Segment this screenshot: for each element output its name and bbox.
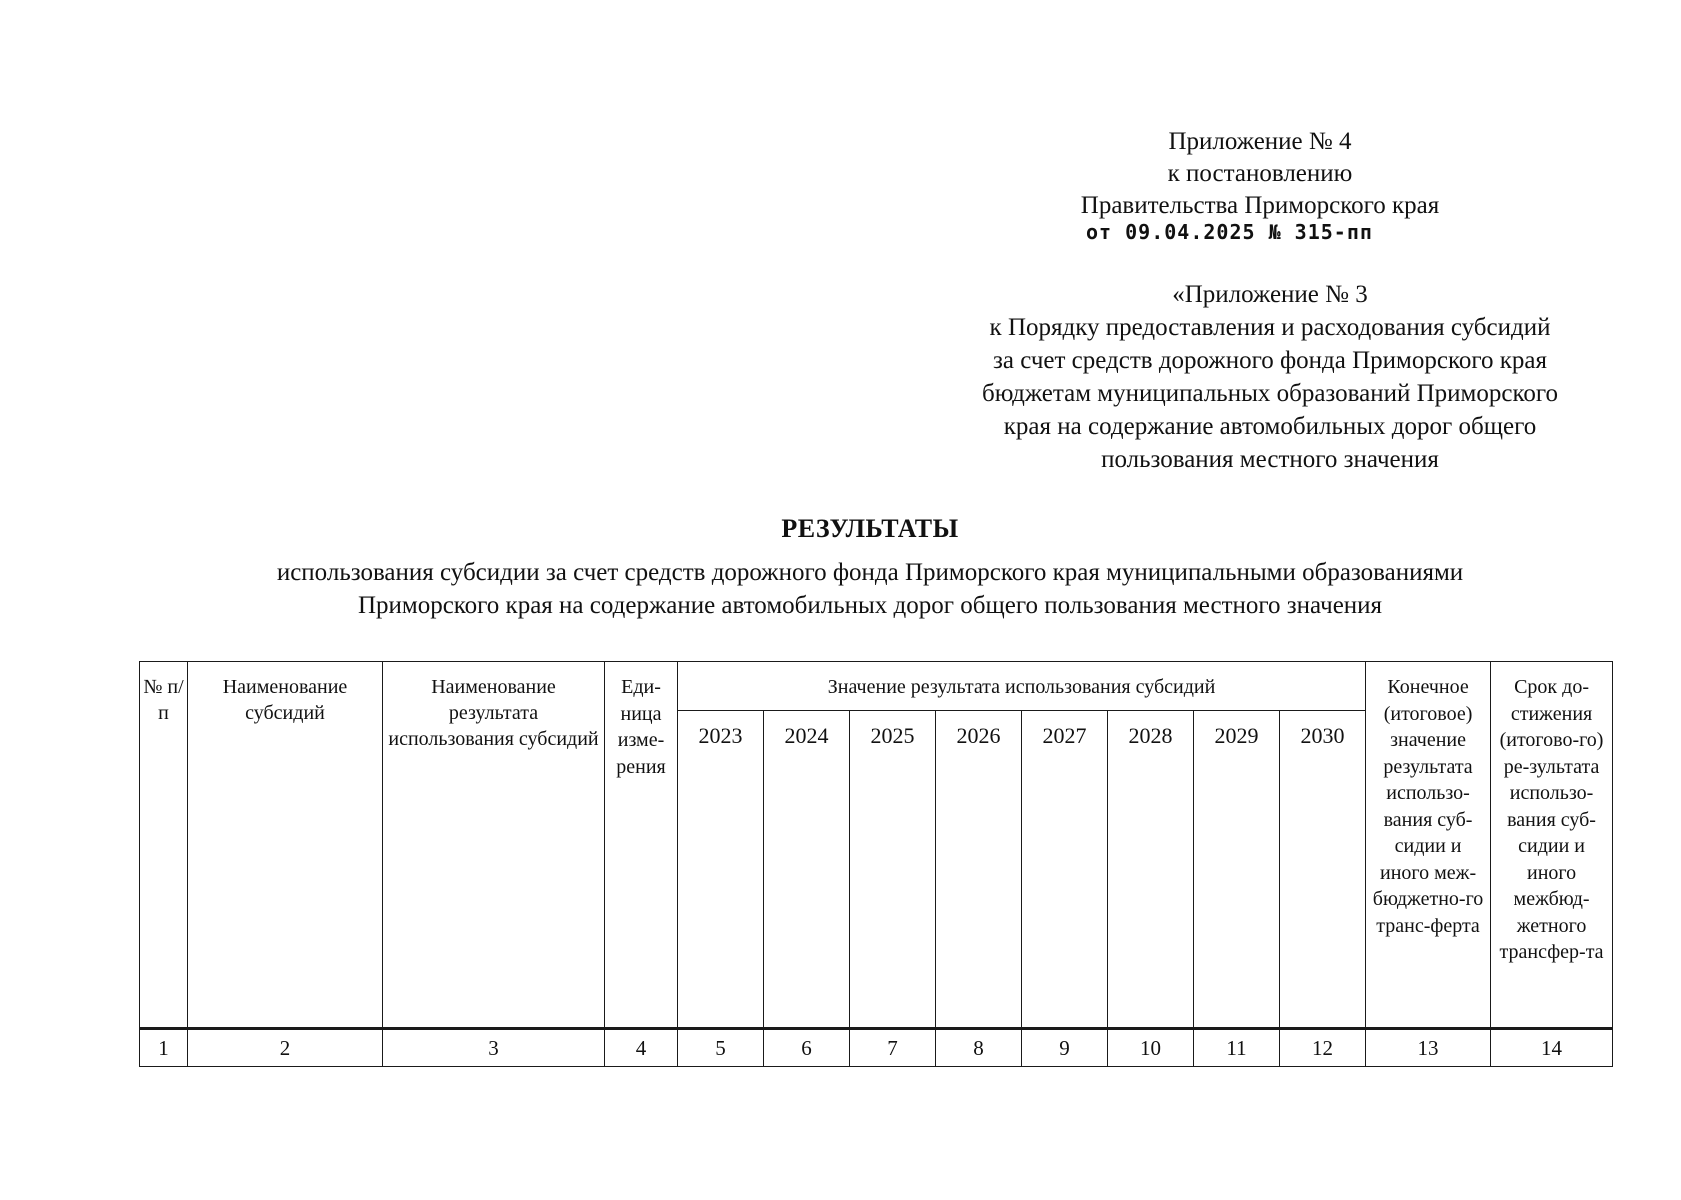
subtitle-line: Приморского края на содержание автомобильных дорог общего пользования местного значения (357, 592, 1383, 619)
document-title: РЕЗУЛЬТАТЫ (781, 514, 959, 543)
column-number: 9 (1022, 1029, 1108, 1067)
header-num: № п/п (140, 662, 188, 1029)
appendix3-line: бюджетам муниципальных образований Приморского (982, 380, 1558, 407)
header-result-name: Наименование результата использования субсидий (383, 662, 605, 1029)
header-values-group: Значение результата использования субсидий (678, 662, 1366, 711)
column-number: 14 (1491, 1029, 1613, 1067)
column-number: 12 (1280, 1029, 1366, 1067)
appendix-line: к постановлению (1167, 160, 1353, 187)
header-year: 2027 (1022, 711, 1108, 1029)
column-number: 11 (1194, 1029, 1280, 1067)
header-final-value: Конечное (итоговое) значение результата использо-вания суб-сидии и иного меж-бюджетно-го транс-ферта (1366, 662, 1491, 1029)
header-year: 2024 (764, 711, 850, 1029)
header-subsidy-name: Наименование субсидий (188, 662, 383, 1029)
appendix3-line: пользования местного значения (1101, 446, 1439, 473)
column-number: 6 (764, 1029, 850, 1067)
results-table (139, 661, 1613, 1067)
header-deadline: Срок до-стижения (итогово-го) ре-зультата использо-вания суб-сидии и иного межбюд-жетного трансфер-та (1491, 662, 1613, 1029)
appendix-3-header (930, 278, 1610, 476)
column-number: 7 (850, 1029, 936, 1067)
column-number: 8 (936, 1029, 1022, 1067)
column-number: 13 (1366, 1029, 1491, 1067)
appendix3-line: края на содержание автомобильных дорог общего (1003, 413, 1537, 440)
appendix-line: Приложение № 4 (1168, 128, 1352, 155)
column-number: 4 (605, 1029, 678, 1067)
appendix3-line: за счет средств дорожного фонда Приморского края (993, 347, 1547, 374)
appendix3-line: к Порядку предоставления и расходования субсидий (989, 314, 1551, 341)
appendix3-line: «Приложение № 3 (1172, 281, 1368, 308)
appendix-4-header (1040, 126, 1480, 222)
decree-date-stamp: от 09.04.2025 № 315-пп (1086, 220, 1373, 244)
column-number: 10 (1108, 1029, 1194, 1067)
appendix-line: Правительства Приморского края (1080, 192, 1440, 219)
column-number: 5 (678, 1029, 764, 1067)
header-year: 2023 (678, 711, 764, 1029)
header-year: 2025 (850, 711, 936, 1029)
column-number: 3 (383, 1029, 605, 1067)
document-subtitle (140, 556, 1600, 622)
header-year: 2029 (1194, 711, 1280, 1029)
column-number: 2 (188, 1029, 383, 1067)
column-number-row (140, 1029, 1613, 1067)
header-year: 2026 (936, 711, 1022, 1029)
header-unit: Еди-ница изме-рения (605, 662, 678, 1029)
header-year: 2028 (1108, 711, 1194, 1029)
header-year: 2030 (1280, 711, 1366, 1029)
subtitle-line: использования субсидии за счет средств дорожного фонда Приморского края муниципальными образованиями (276, 559, 1464, 586)
column-number: 1 (140, 1029, 188, 1067)
